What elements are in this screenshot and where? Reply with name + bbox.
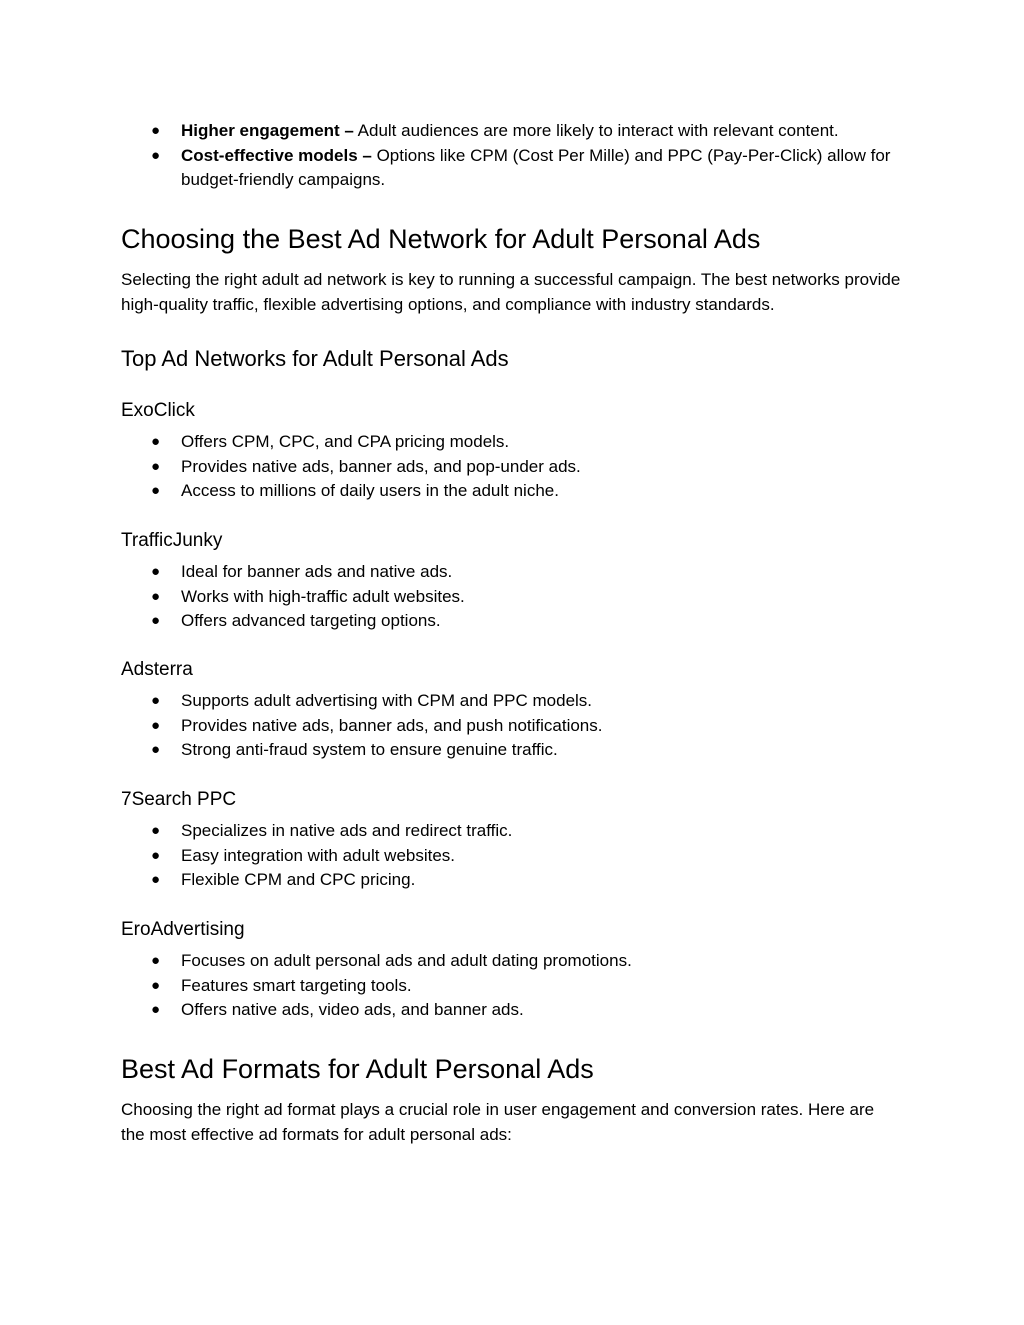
section-ad-formats-paragraph-block [121, 1098, 881, 1147]
network-name: EroAdvertising [121, 919, 245, 940]
section-heading: Best Ad Formats for Adult Personal Ads [121, 1054, 594, 1084]
bullet-icon: ● [151, 146, 161, 164]
list-item-text: Works with high-traffic adult websites. [181, 586, 465, 606]
bullet-text: Options like CPM (Cost Per Mille) and PPC (Pay-Per-Click) allow for budget-friendly campaigns. [181, 145, 891, 189]
section-top-networks [121, 345, 921, 373]
bullet-icon: ● [151, 482, 161, 499]
bullet-icon: ● [151, 612, 161, 629]
list-item [121, 119, 921, 144]
network-name: 7Search PPC [121, 789, 237, 810]
list-item [121, 430, 921, 455]
bullet-icon: ● [151, 122, 161, 139]
list-item [121, 144, 921, 193]
bullet-bold-label: Higher engagement – [181, 121, 354, 140]
section-choosing-network [121, 223, 921, 255]
bullet-icon: ● [151, 952, 161, 969]
list-item-text: Access to millions of daily users in the adult niche. [181, 481, 559, 500]
list-item-text: Specializes in native ads and redirect traffic. [181, 821, 513, 840]
bullet-icon: ● [151, 1001, 161, 1018]
list-item [121, 844, 921, 869]
bullet-icon: ● [151, 692, 161, 709]
bullet-icon: ● [151, 871, 161, 888]
list-item-text: Offers CPM, CPC, and CPA pricing models. [181, 432, 510, 451]
list-item [121, 819, 921, 844]
subsection-heading: Top Ad Networks for Adult Personal Ads [121, 346, 509, 371]
section-ad-formats [121, 1053, 921, 1085]
bullet-icon: ● [151, 716, 161, 734]
network-name: ExoClick [121, 400, 195, 421]
bullet-icon: ● [151, 563, 161, 580]
bullet-icon: ● [151, 587, 161, 605]
bullet-icon: ● [151, 846, 161, 864]
network-name: Adsterra [121, 659, 193, 680]
network-eroadvertising [121, 918, 921, 1023]
list-item-text: Easy integration with adult websites. [181, 845, 456, 865]
network-name: TrafficJunky [121, 530, 223, 551]
network-feature-list [121, 430, 921, 504]
section-paragraph: Choosing the right ad format plays a crucial role in user engagement and conversion rates. Here are the most effective ad formats for adult personal ads: [121, 1100, 875, 1144]
list-item-text: Supports adult advertising with CPM and PPC models. [181, 691, 593, 710]
list-item [121, 998, 921, 1023]
list-item-text: Provides native ads, banner ads, and push notifications. [181, 715, 603, 735]
list-item [121, 974, 921, 999]
network-exoclick [121, 399, 921, 504]
list-item [121, 868, 921, 893]
bullet-text: Adult audiences are more likely to interact with relevant content. [353, 121, 839, 140]
list-item-text: Offers advanced targeting options. [181, 611, 441, 630]
section-heading: Choosing the Best Ad Network for Adult Personal Ads [121, 224, 761, 254]
bullet-icon: ● [151, 433, 161, 450]
bullet-bold-label: Cost-effective models – [181, 145, 372, 165]
bullet-icon: ● [151, 741, 161, 758]
bullet-icon: ● [151, 976, 161, 994]
network-trafficjunky [121, 529, 921, 634]
list-item [121, 949, 921, 974]
list-item [121, 738, 921, 763]
list-item-text: Offers native ads, video ads, and banner ads. [181, 1000, 524, 1019]
section-paragraph: Selecting the right adult ad network is key to running a successful campaign. The best networks provide high-quality traffic, flexible advertising options, and compliance with industry standards. [121, 270, 901, 314]
intro-bullet-list [121, 119, 921, 193]
list-item-text: Ideal for banner ads and native ads. [181, 562, 453, 581]
list-item [121, 585, 921, 610]
list-item [121, 560, 921, 585]
list-item [121, 479, 921, 504]
list-item [121, 609, 921, 634]
network-feature-list [121, 819, 921, 893]
list-item [121, 455, 921, 480]
bullet-icon: ● [151, 822, 161, 839]
list-item-text: Strong anti-fraud system to ensure genuine traffic. [181, 740, 558, 759]
list-item-text: Focuses on adult personal ads and adult dating promotions. [181, 951, 632, 970]
list-item [121, 689, 921, 714]
list-item-text: Provides native ads, banner ads, and pop-under ads. [181, 456, 581, 476]
network-adsterra [121, 658, 921, 763]
list-item [121, 714, 921, 739]
section-choosing-paragraph-block [121, 268, 911, 317]
network-feature-list [121, 560, 921, 634]
network-feature-list [121, 689, 921, 763]
network-7search-ppc [121, 788, 921, 893]
list-item-text: Flexible CPM and CPC pricing. [181, 870, 416, 889]
list-item-text: Features smart targeting tools. [181, 975, 412, 995]
network-feature-list [121, 949, 921, 1023]
bullet-icon: ● [151, 457, 161, 475]
